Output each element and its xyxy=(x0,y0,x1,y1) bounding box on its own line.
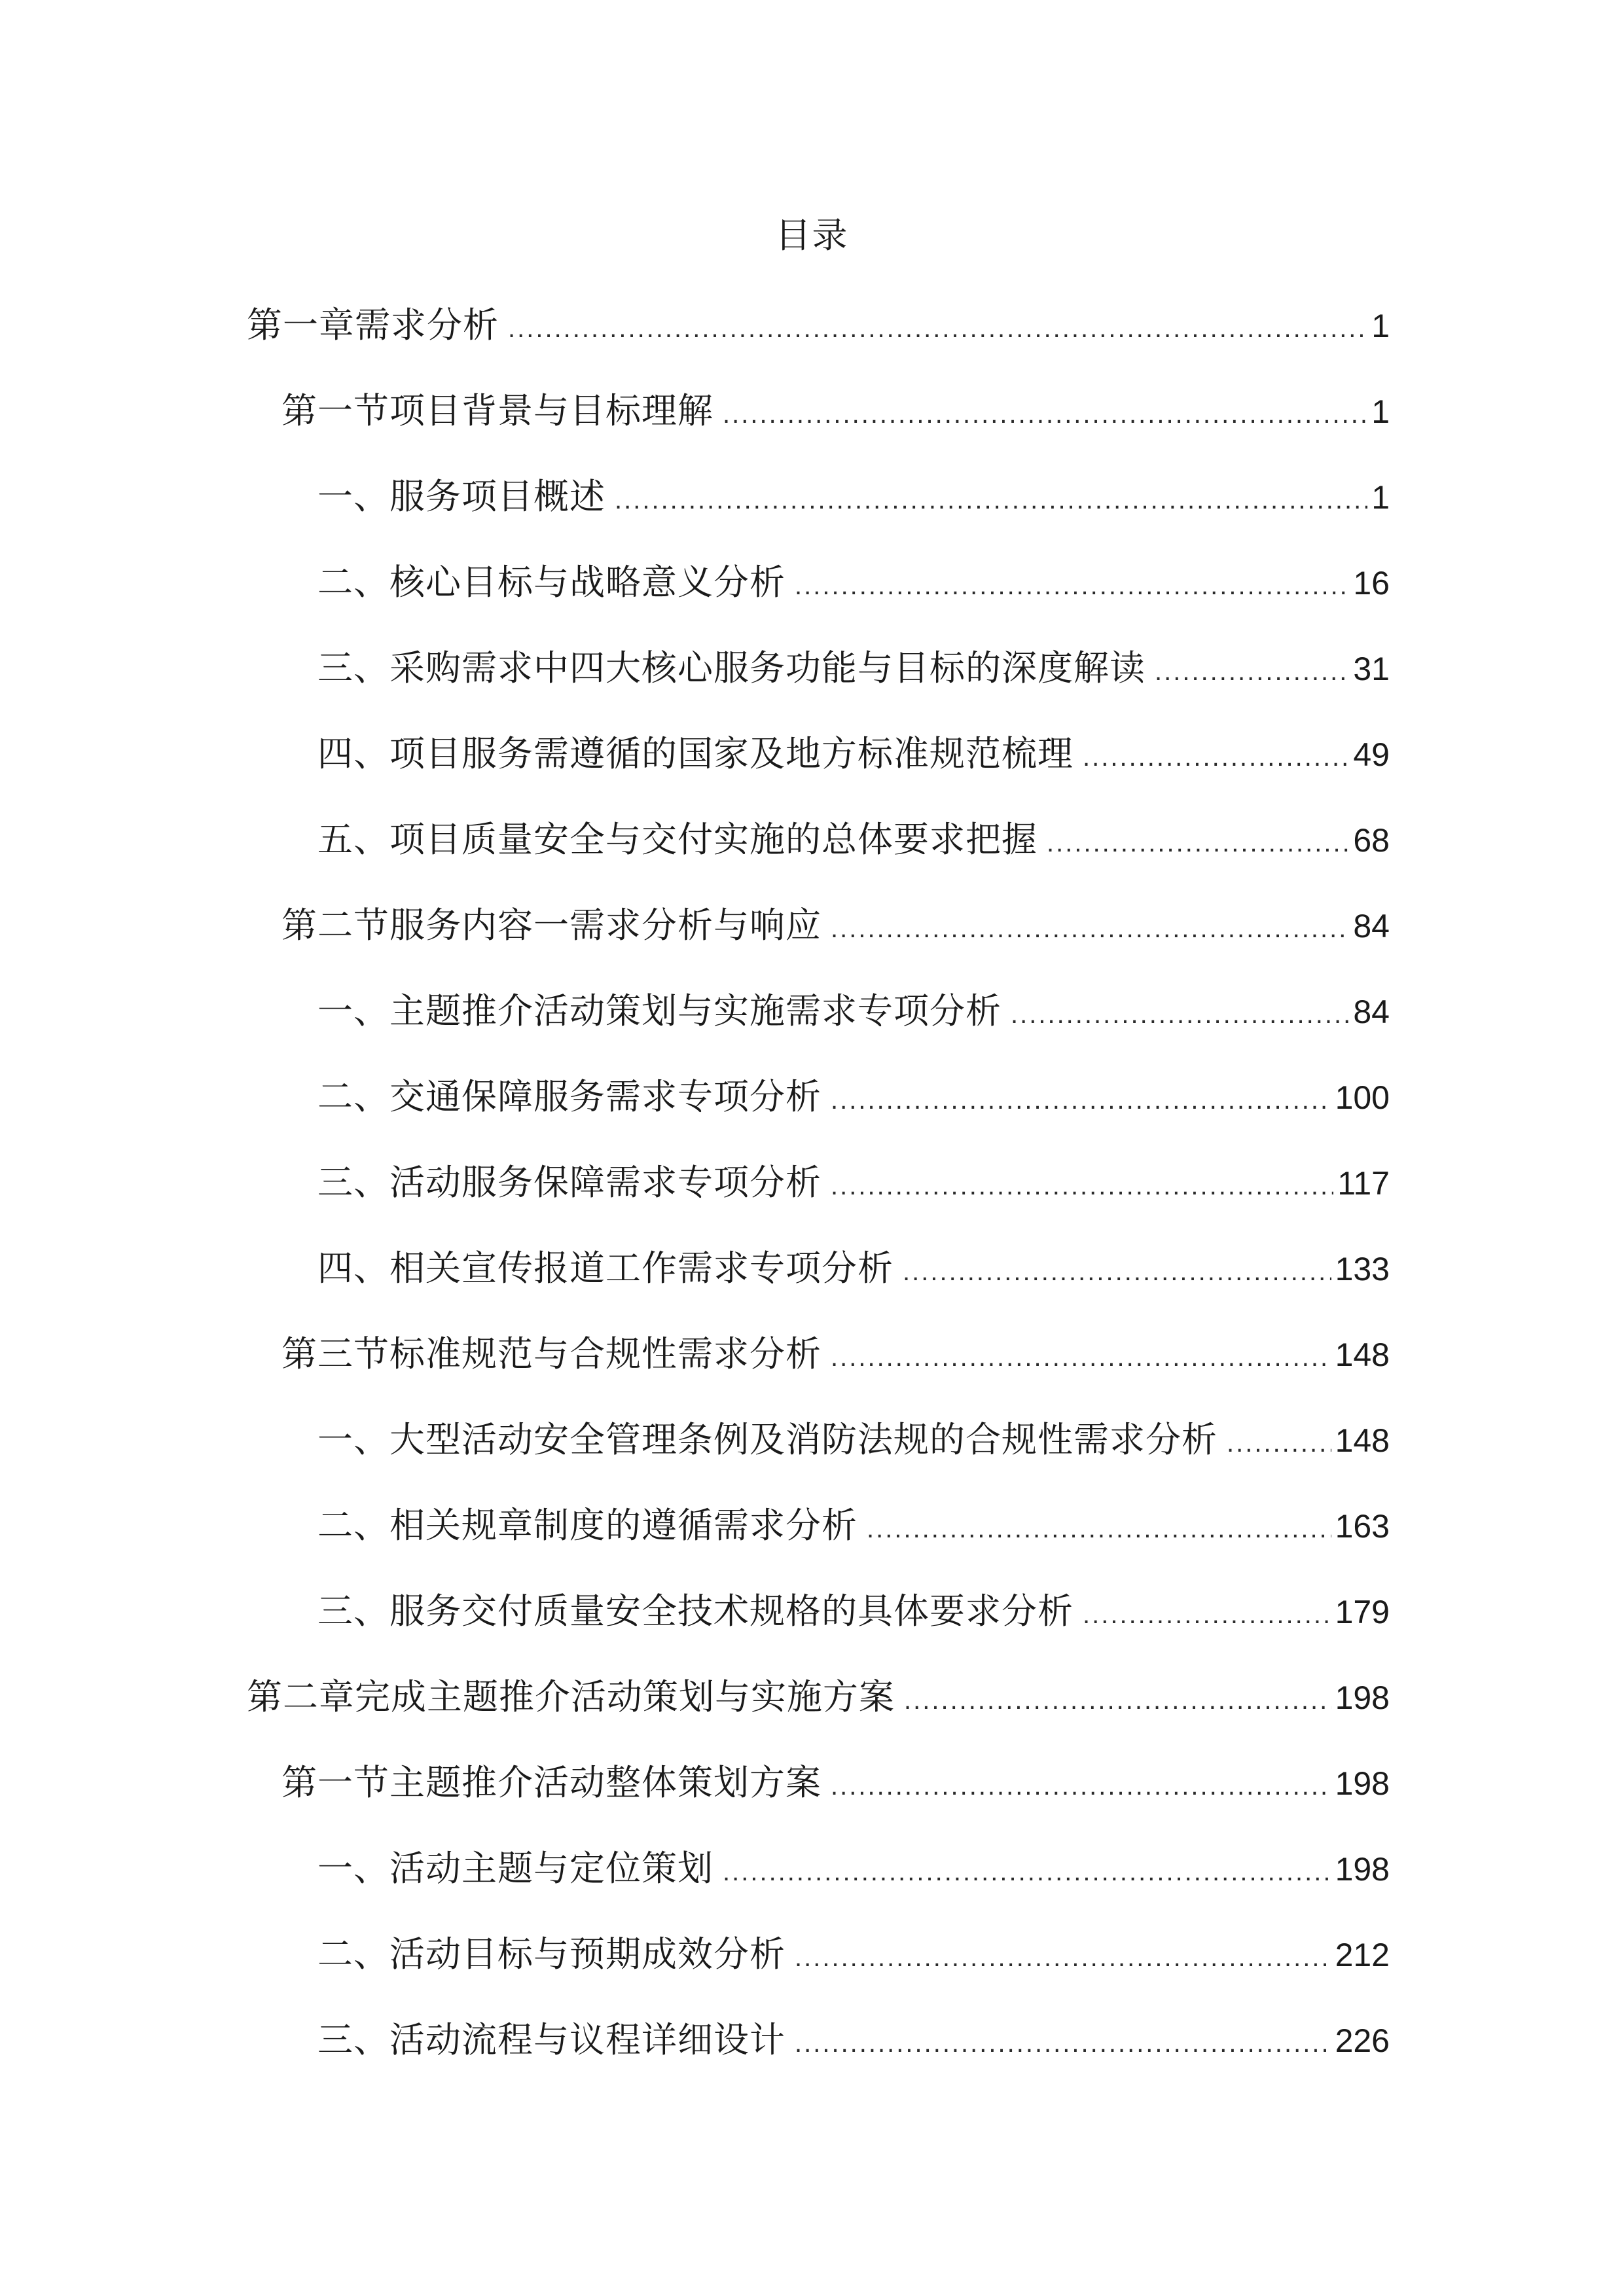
toc-entry-text: 二、相关规章制度的遵循需求分析 xyxy=(317,1505,857,1546)
toc-page-number: 198 xyxy=(1335,1765,1390,1802)
toc-page-number: 84 xyxy=(1353,994,1390,1030)
toc-entry-chapter-2[interactable] xyxy=(247,1671,1390,1723)
toc-page-number: 1 xyxy=(1371,479,1390,516)
toc-page-number: 1 xyxy=(1371,393,1390,430)
toc-entry-text: 第三节标准规范与合规性需求分析 xyxy=(281,1333,821,1374)
toc-entry-text: 四、项目服务需遵循的国家及地方标准规范梳理 xyxy=(317,733,1074,774)
toc-leader-dots xyxy=(1227,1417,1331,1469)
toc-entry-text: 第二节服务内容一需求分析与响应 xyxy=(281,905,821,946)
toc-page-number: 68 xyxy=(1353,822,1390,859)
toc-leader-dots xyxy=(508,302,1367,355)
toc-leader-dots xyxy=(904,1674,1331,1727)
toc-page-number: 117 xyxy=(1337,1165,1390,1202)
toc-entry-subsection[interactable] xyxy=(317,471,1390,523)
toc-entry-section[interactable] xyxy=(281,1757,1390,1809)
toc-entry-subsection[interactable] xyxy=(317,2014,1390,2066)
toc-leader-dots xyxy=(831,1160,1333,1212)
toc-entry-text: 一、主题推介活动策划与实施需求专项分析 xyxy=(317,990,1001,1031)
toc-leader-dots xyxy=(795,560,1349,612)
toc-leader-dots xyxy=(795,2017,1331,2070)
toc-page-number: 179 xyxy=(1335,1594,1390,1630)
toc-entry-text: 第一章需求分析 xyxy=(247,304,499,346)
toc-leader-dots xyxy=(723,388,1367,440)
toc-entry-subsection[interactable] xyxy=(317,814,1390,866)
toc-page-number: 198 xyxy=(1335,1679,1390,1716)
toc-entry-text: 第一节主题推介活动整体策划方案 xyxy=(281,1762,821,1803)
toc-page-number: 84 xyxy=(1353,908,1390,944)
toc-page-number: 16 xyxy=(1353,565,1390,601)
toc-title: 目录 xyxy=(775,215,849,256)
toc-page-number: 163 xyxy=(1335,1508,1390,1545)
toc-leader-dots xyxy=(903,1246,1331,1298)
toc-leader-dots xyxy=(867,1503,1331,1555)
toc-entry-subsection[interactable] xyxy=(317,1071,1390,1123)
toc-leader-dots xyxy=(1083,731,1349,783)
toc-entry-text: 第二章完成主题推介活动策划与实施方案 xyxy=(247,1676,895,1717)
toc-page-number: 226 xyxy=(1335,2022,1390,2059)
toc-entry-section[interactable] xyxy=(281,385,1390,437)
toc-entry-text: 二、交通保障服务需求专项分析 xyxy=(317,1076,821,1117)
toc-entry-text: 五、项目质量安全与交付实施的总体要求把握 xyxy=(317,819,1038,860)
toc-leader-dots xyxy=(1155,645,1349,698)
toc-entry-subsection[interactable] xyxy=(317,1842,1390,1895)
toc-entry-text: 二、活动目标与预期成效分析 xyxy=(317,1933,785,1975)
toc-leader-dots xyxy=(723,1846,1331,1898)
toc-entry-text: 三、服务交付质量安全技术规格的具体要求分析 xyxy=(317,1590,1074,1632)
toc-leader-dots xyxy=(1011,988,1349,1041)
toc-entry-subsection[interactable] xyxy=(317,642,1390,694)
toc-leader-dots xyxy=(831,1331,1331,1384)
toc-entry-text: 四、相关宣传报道工作需求专项分析 xyxy=(317,1247,893,1289)
toc-page-number: 49 xyxy=(1353,736,1390,773)
toc-entry-subsection[interactable] xyxy=(317,1928,1390,1981)
toc-entry-chapter-1[interactable] xyxy=(247,299,1390,351)
toc-entry-subsection[interactable] xyxy=(317,985,1390,1037)
toc-page-number: 212 xyxy=(1335,1937,1390,1973)
toc-leader-dots xyxy=(831,1760,1331,1812)
toc-entry-text: 三、活动服务保障需求专项分析 xyxy=(317,1162,821,1203)
toc-page-number: 31 xyxy=(1353,651,1390,687)
toc-entry-subsection[interactable] xyxy=(317,1585,1390,1638)
toc-page-number: 133 xyxy=(1335,1251,1390,1287)
toc-entry-subsection[interactable] xyxy=(317,1157,1390,1209)
toc-page-number: 198 xyxy=(1335,1851,1390,1888)
toc-entry-text: 三、活动流程与议程详细设计 xyxy=(317,2019,785,2060)
toc-entry-section[interactable] xyxy=(281,1328,1390,1380)
toc-leader-dots xyxy=(795,1931,1331,1984)
toc-leader-dots xyxy=(1083,1588,1331,1641)
toc-page-number: 1 xyxy=(1371,308,1390,344)
toc-entry-text: 第一节项目背景与目标理解 xyxy=(281,390,713,431)
toc-entry-text: 二、核心目标与战略意义分析 xyxy=(317,562,785,603)
toc-entry-subsection[interactable] xyxy=(317,1499,1390,1552)
toc-entry-subsection[interactable] xyxy=(317,1242,1390,1295)
toc-page-number: 148 xyxy=(1335,1336,1390,1373)
toc-page-number: 100 xyxy=(1335,1079,1390,1116)
toc-leader-dots xyxy=(831,903,1349,955)
toc-entry-text: 一、服务项目概述 xyxy=(317,476,605,517)
toc-leader-dots xyxy=(1047,817,1349,869)
toc-page-number: 148 xyxy=(1335,1422,1390,1459)
toc-entry-subsection[interactable] xyxy=(317,728,1390,780)
toc-entry-subsection[interactable] xyxy=(317,1414,1390,1466)
toc-entry-text: 三、采购需求中四大核心服务功能与目标的深度解读 xyxy=(317,647,1146,689)
toc-entry-text: 一、大型活动安全管理条例及消防法规的合规性需求分析 xyxy=(317,1419,1218,1460)
toc-entry-section[interactable] xyxy=(281,899,1390,952)
toc-entry-subsection[interactable] xyxy=(317,556,1390,609)
toc-leader-dots xyxy=(615,474,1367,526)
toc-entry-text: 一、活动主题与定位策划 xyxy=(317,1848,713,1889)
toc-leader-dots xyxy=(831,1074,1331,1126)
